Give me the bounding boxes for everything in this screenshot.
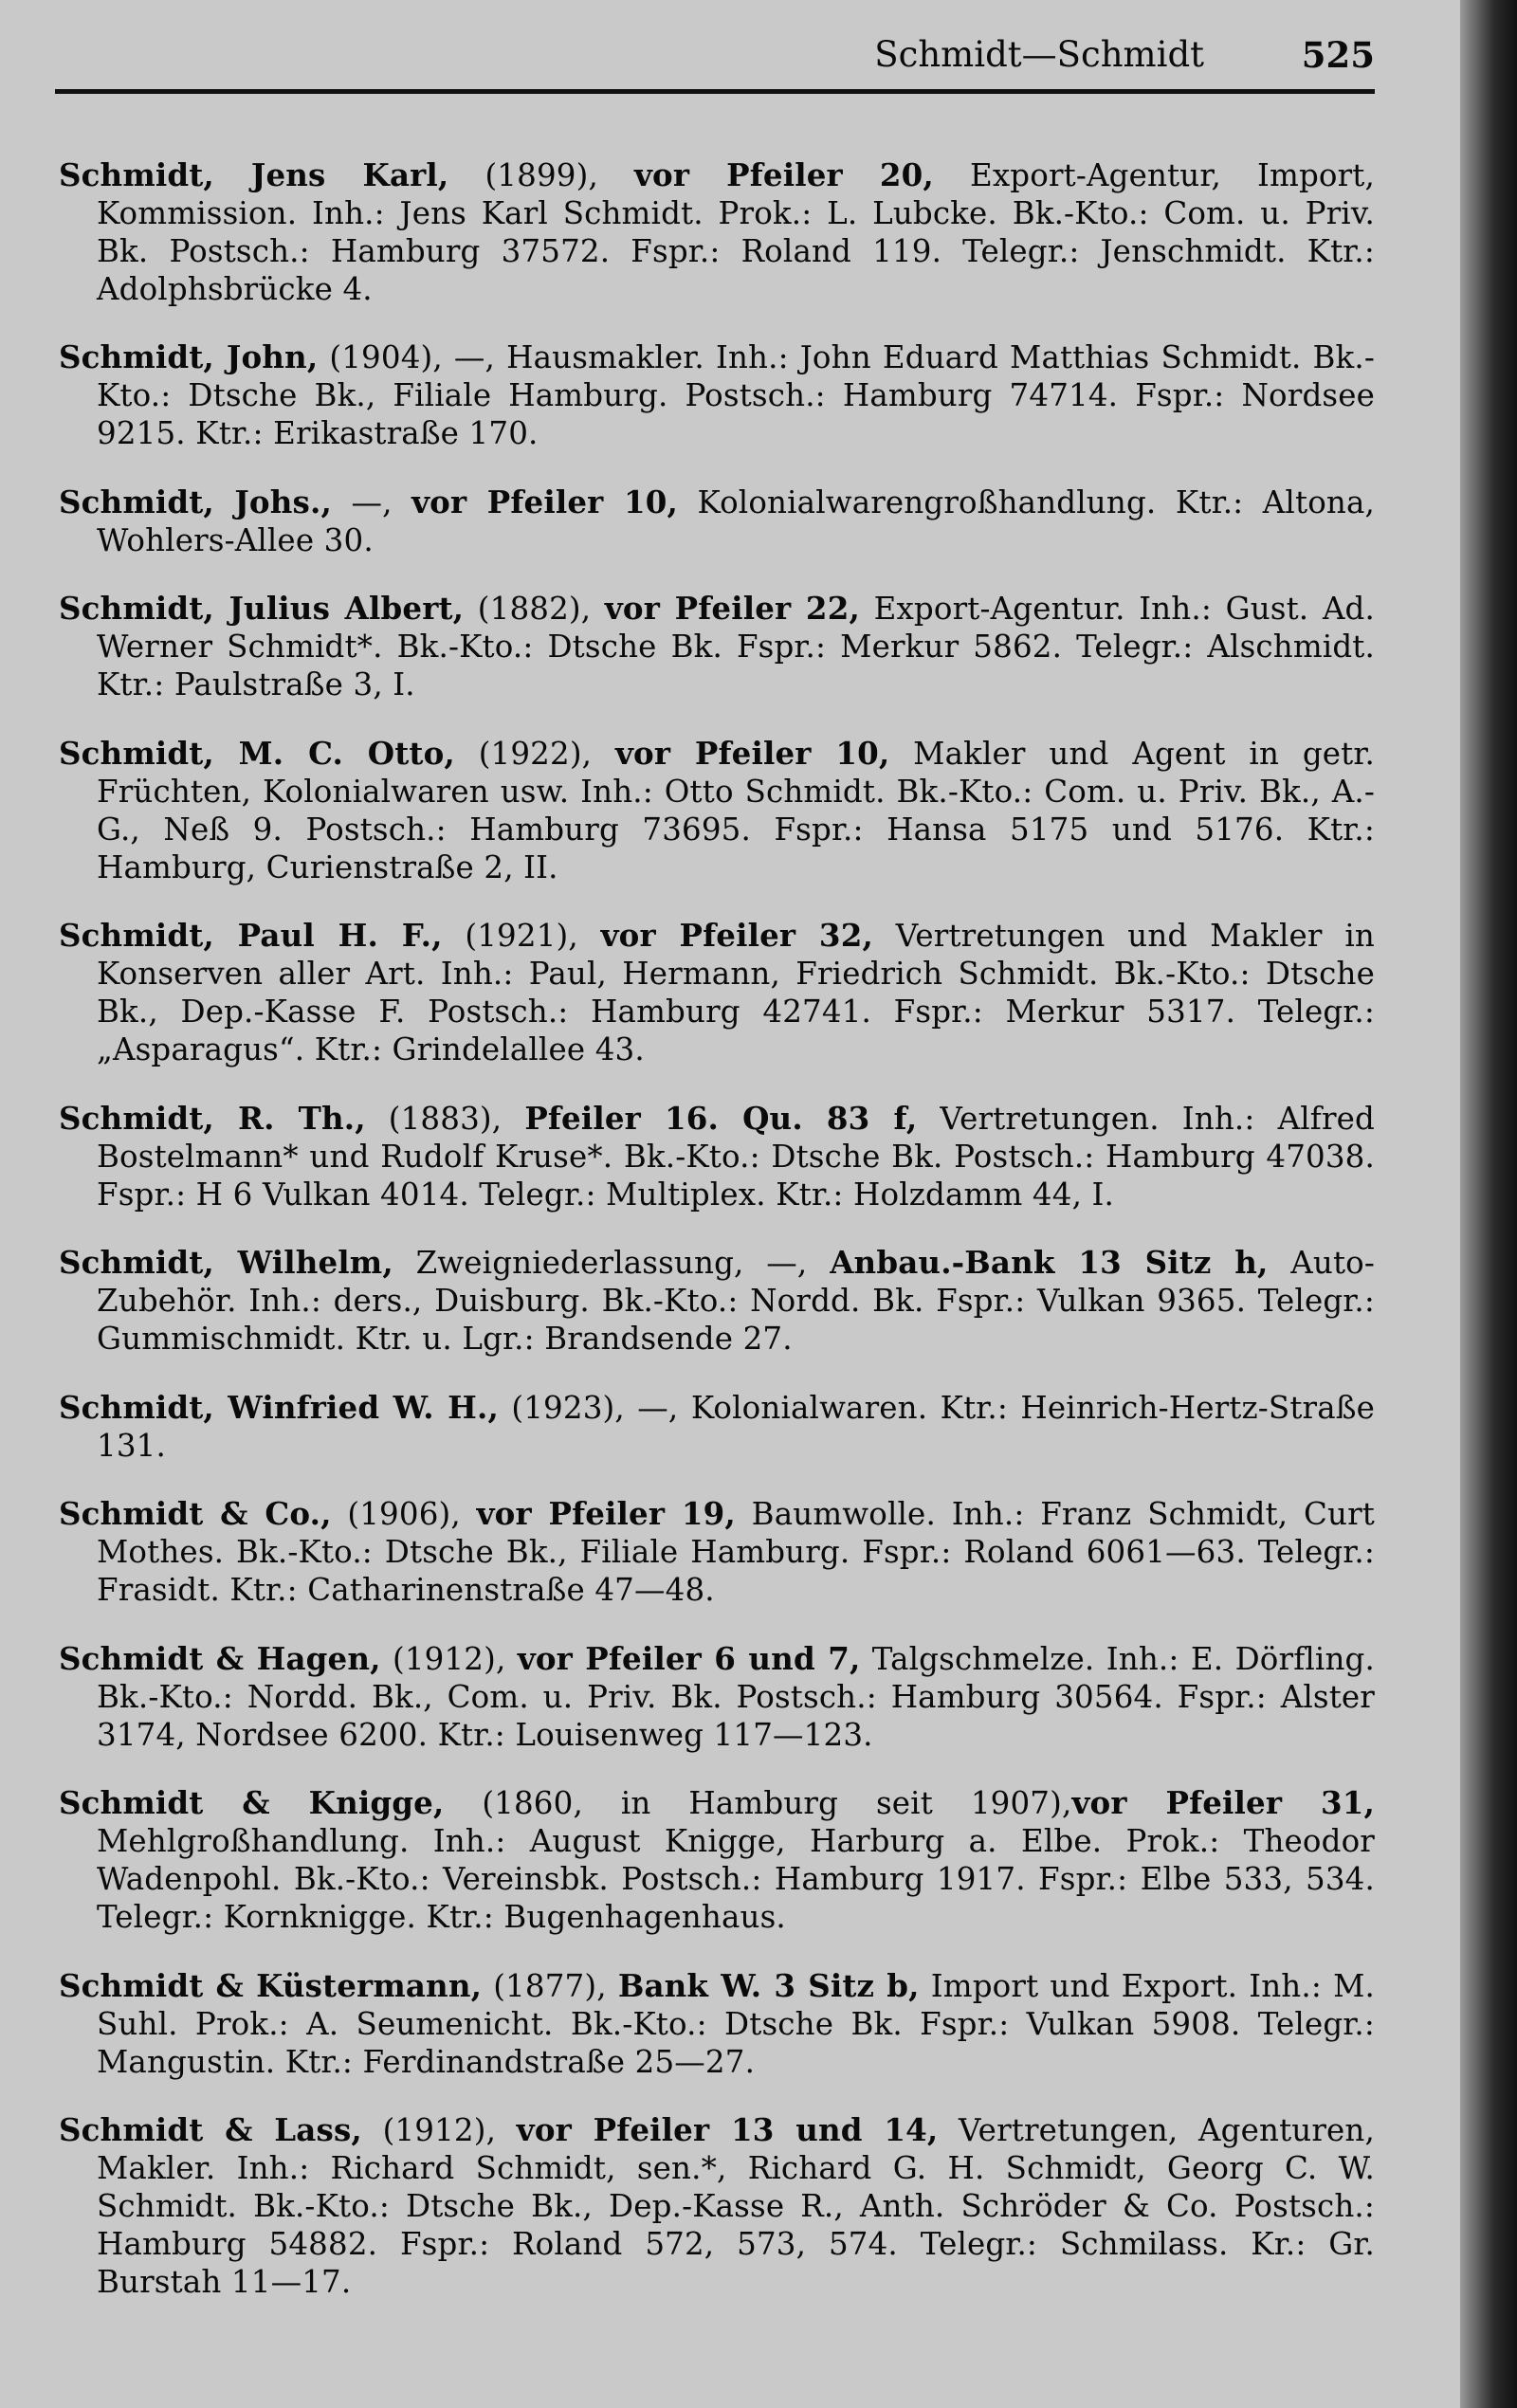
- firm-name: Schmidt & Co.,: [59, 1495, 332, 1532]
- directory-entry: [59, 1100, 1375, 1213]
- firm-name: Schmidt & Lass,: [59, 2111, 362, 2148]
- exchange-location: vor Pfeiler 20,: [634, 155, 934, 193]
- directory-entry: [59, 2111, 1375, 2301]
- entry-prefix: (1912),: [380, 1640, 518, 1677]
- entry-text: Auto-Zubehör. Inh.: ders., Duisburg. Bk.-Kto.: Nordd. Bk. Fspr.: Vulkan 9365. Telegr.: Gummischmidt. Ktr. u. Lgr.: Brandsende 27.: [97, 1245, 1376, 1357]
- firm-name: Schmidt, M. C. Otto,: [59, 734, 455, 772]
- exchange-location: Pfeiler 16. Qu. 83 f,: [524, 1099, 918, 1137]
- entry-prefix: (1923), —,: [498, 1389, 691, 1426]
- exchange-location: vor Pfeiler 22,: [604, 590, 860, 627]
- entry-text: Makler und Agent in getr. Früchten, Kolonialwaren usw. Inh.: Otto Schmidt. Bk.-Kto.: Com. u. Priv. Bk., A.-G., Neß 9. Postsch.: Hamburg 73695. Fspr.: Hansa 5175 und 5176. Ktr.: Hamburg, Curienstraße 2, II.: [97, 735, 1375, 885]
- entry-text: Vertretungen, Agenturen, Makler. Inh.: Richard Schmidt, sen.*, Richard G. H. Schmidt, Georg C. W. Schmidt. Bk.-Kto.: Dtsche Bk., Dep.-Kasse R., Anth. Schröder & Co. Postsch.: Hamburg 54882. Fspr.: Roland 572, 573, 574. Telegr.: Schmilass. Kr.: Gr. Burstah 11—17.: [97, 2112, 1375, 2300]
- firm-name: Schmidt & Hagen,: [59, 1639, 381, 1677]
- entry-text: Vertretungen. Inh.: Alfred Bostelmann* und Rudolf Kruse*. Bk.-Kto.: Dtsche Bk. Postsch.: Hamburg 47038. Fspr.: H 6 Vulkan 4014. Telegr.: Multiplex. Ktr.: Holzdamm 44, I.: [97, 1100, 1375, 1213]
- directory-entry: [59, 483, 1375, 559]
- directory-entry: [59, 1640, 1375, 1754]
- exchange-location: vor Pfeiler 13 und 14,: [516, 2111, 939, 2148]
- directory-entry: [59, 1389, 1375, 1465]
- header-rule: [55, 89, 1375, 94]
- entry-prefix: (1912),: [361, 2112, 517, 2148]
- directory-entry: [59, 1784, 1375, 1936]
- page-header: [59, 34, 1375, 82]
- entry-text: Baumwolle. Inh.: Franz Schmidt, Curt Mothes. Bk.-Kto.: Dtsche Bk., Filiale Hamburg. Fspr.: Roland 6061—63. Telegr.: Frasidt. Ktr.: Catharinenstraße 47—48.: [97, 1496, 1375, 1608]
- entry-prefix: Zweigniederlassung, —,: [393, 1245, 831, 1281]
- entry-text: Talgschmelze. Inh.: E. Dörfling. Bk.-Kto.: Nordd. Bk., Com. u. Priv. Bk. Postsch.: Hamburg 30564. Fspr.: Alster 3174, Nordsee 6200. Ktr.: Louisenweg 117—123.: [97, 1640, 1375, 1753]
- firm-name: Schmidt, Wilhelm,: [59, 1244, 393, 1281]
- directory-entry: [59, 156, 1375, 308]
- firm-name: Schmidt & Küstermann,: [59, 1966, 483, 2004]
- entry-text: Hausmakler. Inh.: John Eduard Matthias Schmidt. Bk.-Kto.: Dtsche Bk., Filiale Hamburg. Postsch.: Hamburg 74714. Fspr.: Nordsee 9215. Ktr.: Erikastraße 170.: [97, 339, 1375, 451]
- directory-entry: [59, 1244, 1375, 1358]
- firm-name: Schmidt, R. Th.,: [59, 1099, 366, 1137]
- entry-prefix: (1922),: [454, 735, 615, 772]
- directory-entry: [59, 1967, 1375, 2081]
- entry-prefix: (1860, in Hamburg seit 1907),: [444, 1785, 1072, 1821]
- entry-text: Export-Agentur. Inh.: Gust. Ad. Werner Schmidt*. Bk.-Kto.: Dtsche Bk. Fspr.: Merkur 5862. Telegr.: Alschmidt. Ktr.: Paulstraße 3, I.: [97, 591, 1375, 702]
- exchange-location: vor Pfeiler 10,: [411, 483, 678, 520]
- firm-name: Schmidt & Knigge,: [59, 1784, 445, 1821]
- entry-prefix: (1921),: [442, 918, 601, 954]
- exchange-location: vor Pfeiler 10,: [614, 734, 890, 772]
- entry-prefix: (1899),: [448, 156, 634, 193]
- exchange-location: Anbau.-Bank 13 Sitz h,: [830, 1244, 1269, 1281]
- entry-prefix: (1904), —,: [318, 339, 507, 375]
- directory-entry: [59, 338, 1375, 452]
- firm-name: Schmidt, Julius Albert,: [59, 590, 465, 627]
- entry-text: Kolonialwarengroßhandlung. Ktr.: Altona, Wohlers-Allee 30.: [97, 483, 1375, 558]
- firm-name: Schmidt, Winfried W. H.,: [59, 1388, 499, 1426]
- running-head: Schmidt—Schmidt: [874, 34, 1204, 75]
- exchange-location: vor Pfeiler 6 und 7,: [517, 1639, 861, 1677]
- entry-list: [59, 125, 1375, 2326]
- firm-name: Schmidt, John,: [59, 338, 319, 375]
- entry-text: Export-Agentur, Import, Kommission. Inh.: Jens Karl Schmidt. Prok.: L. Lubcke. Bk.-Kto.: Com. u. Priv. Bk. Postsch.: Hamburg 37572. Fspr.: Roland 119. Telegr.: Jenschmidt. Ktr.: Adolphsbrücke 4.: [97, 156, 1375, 307]
- entry-prefix: (1883),: [365, 1100, 525, 1137]
- firm-name: Schmidt, Paul H. F.,: [59, 917, 443, 954]
- exchange-location: vor Pfeiler 32,: [600, 917, 873, 954]
- entry-text: Kolonialwaren. Ktr.: Heinrich-Hertz-Straße 131.: [97, 1389, 1375, 1464]
- entry-prefix: —,: [331, 483, 412, 520]
- entry-text: Mehlgroßhandlung. Inh.: August Knigge, Harburg a. Elbe. Prok.: Theodor Wadenpohl. Bk.-Kto.: Vereinsbk. Postsch.: Hamburg 1917. Fspr.: Elbe 533, 534. Telegr.: Kornknigge. Ktr.: Bugenhagenhaus.: [97, 1823, 1375, 1935]
- entry-text: Vertretungen und Makler in Konserven aller Art. Inh.: Paul, Hermann, Friedrich Schmidt. Bk.-Kto.: Dtsche Bk., Dep.-Kasse F. Postsch.: Hamburg 42741. Fspr.: Merkur 5317. Telegr.: „Asparagus“. Ktr.: Grindelallee 43.: [97, 918, 1376, 1067]
- directory-entry: [59, 1495, 1375, 1609]
- firm-name: Schmidt, Jens Karl,: [59, 155, 449, 193]
- page-number: 525: [1301, 34, 1375, 76]
- entry-text: Import und Export. Inh.: M. Suhl. Prok.: A. Seumenicht. Bk.-Kto.: Dtsche Bk. Fspr.: Vulkan 5908. Telegr.: Mangustin. Ktr.: Ferdinandstraße 25—27.: [97, 1967, 1375, 2080]
- exchange-location: Bank W. 3 Sitz b,: [617, 1966, 920, 2004]
- directory-entry: [59, 590, 1375, 703]
- entry-prefix: (1877),: [482, 1967, 618, 2004]
- book-gutter-shadow: [1460, 0, 1517, 2408]
- directory-entry: [59, 735, 1375, 886]
- exchange-location: vor Pfeiler 31,: [1071, 1784, 1376, 1821]
- directory-entry: [59, 917, 1375, 1068]
- entry-prefix: (1906),: [331, 1496, 477, 1532]
- exchange-location: vor Pfeiler 19,: [476, 1495, 736, 1532]
- entry-prefix: (1882),: [464, 591, 605, 627]
- firm-name: Schmidt, Johs.,: [59, 483, 332, 520]
